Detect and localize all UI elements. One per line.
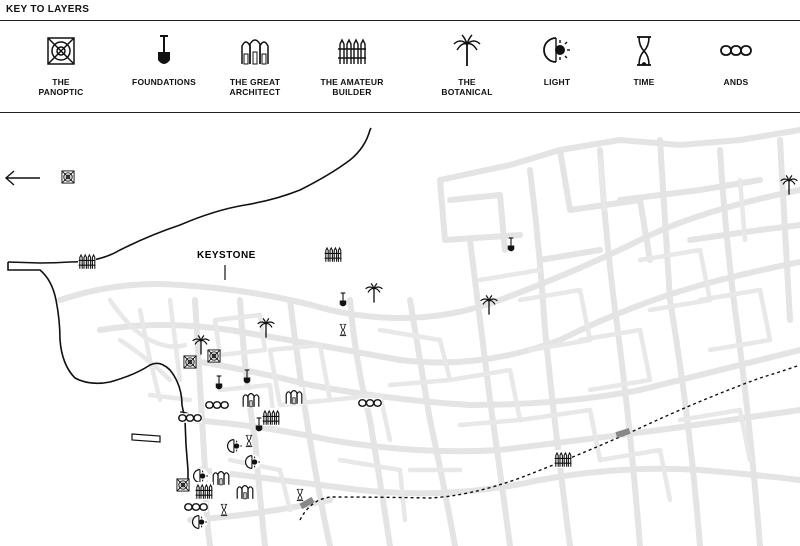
foundations-icon [149,34,179,68]
marker-botanical[interactable] [366,283,383,302]
panoptic-icon [46,34,76,68]
marker-panoptic[interactable] [62,171,74,183]
marker-foundations[interactable] [216,376,223,389]
marker-time[interactable] [297,489,303,500]
coastline-lower [8,262,188,490]
legend-item-panoptic[interactable] [6,20,116,112]
marker-great-architect[interactable] [236,482,254,500]
marker-panoptic[interactable] [184,356,196,368]
marker-foundations[interactable] [340,293,347,306]
marker-ands[interactable] [178,413,202,423]
legend-label-panoptic: THE PANOPTIC [38,77,84,97]
ands-icon [716,34,756,68]
great-architect-icon [240,34,270,68]
marker-amateur-builder[interactable] [78,252,96,270]
marker-panoptic[interactable] [208,350,220,362]
legend-label-light: LIGHT [543,77,571,87]
key-title: KEY TO LAYERS [6,4,90,15]
legend-item-amateur-builder[interactable] [297,20,407,112]
marker-great-architect[interactable] [212,468,230,486]
marker-panoptic[interactable] [177,479,189,491]
marker-great-architect[interactable] [242,390,260,408]
botanical-icon [452,34,482,68]
coastline [8,128,371,263]
street-map[interactable] [0,113,800,546]
marker-ands[interactable] [184,502,208,512]
marker-time[interactable] [246,435,252,446]
marker-light[interactable] [194,469,209,484]
marker-time[interactable] [221,504,227,515]
marker-great-architect[interactable] [285,387,303,405]
marker-ands[interactable] [358,398,382,408]
marker-amateur-builder[interactable] [554,450,572,468]
place-label-keystone: KEYSTONE [197,250,256,261]
legend [0,20,800,112]
legend-label-botanical: THE BOTANICAL [441,77,493,97]
legend-label-ands: ANDS [723,77,749,87]
pier [132,434,160,442]
legend-label-time: TIME [633,77,655,87]
light-icon [542,34,572,68]
legend-label-foundations: FOUNDATIONS [132,77,196,87]
back-arrow-icon[interactable] [6,171,40,185]
marker-light[interactable] [193,515,208,530]
legend-label-great-architect: THE GREAT ARCHITECT [229,77,281,97]
amateur-builder-icon [337,34,367,68]
marker-amateur-builder[interactable] [195,482,213,500]
marker-time[interactable] [340,324,346,335]
legend-item-ands[interactable] [681,20,791,112]
marker-amateur-builder[interactable] [324,245,342,263]
legend-label-amateur-builder: THE AMATEUR BUILDER [320,77,384,97]
marker-light[interactable] [246,455,261,470]
time-icon [629,34,659,68]
marker-light[interactable] [228,439,243,454]
marker-amateur-builder[interactable] [262,408,280,426]
marker-foundations[interactable] [508,238,515,251]
marker-ands[interactable] [205,400,229,410]
legend-item-great-architect[interactable] [200,20,310,112]
